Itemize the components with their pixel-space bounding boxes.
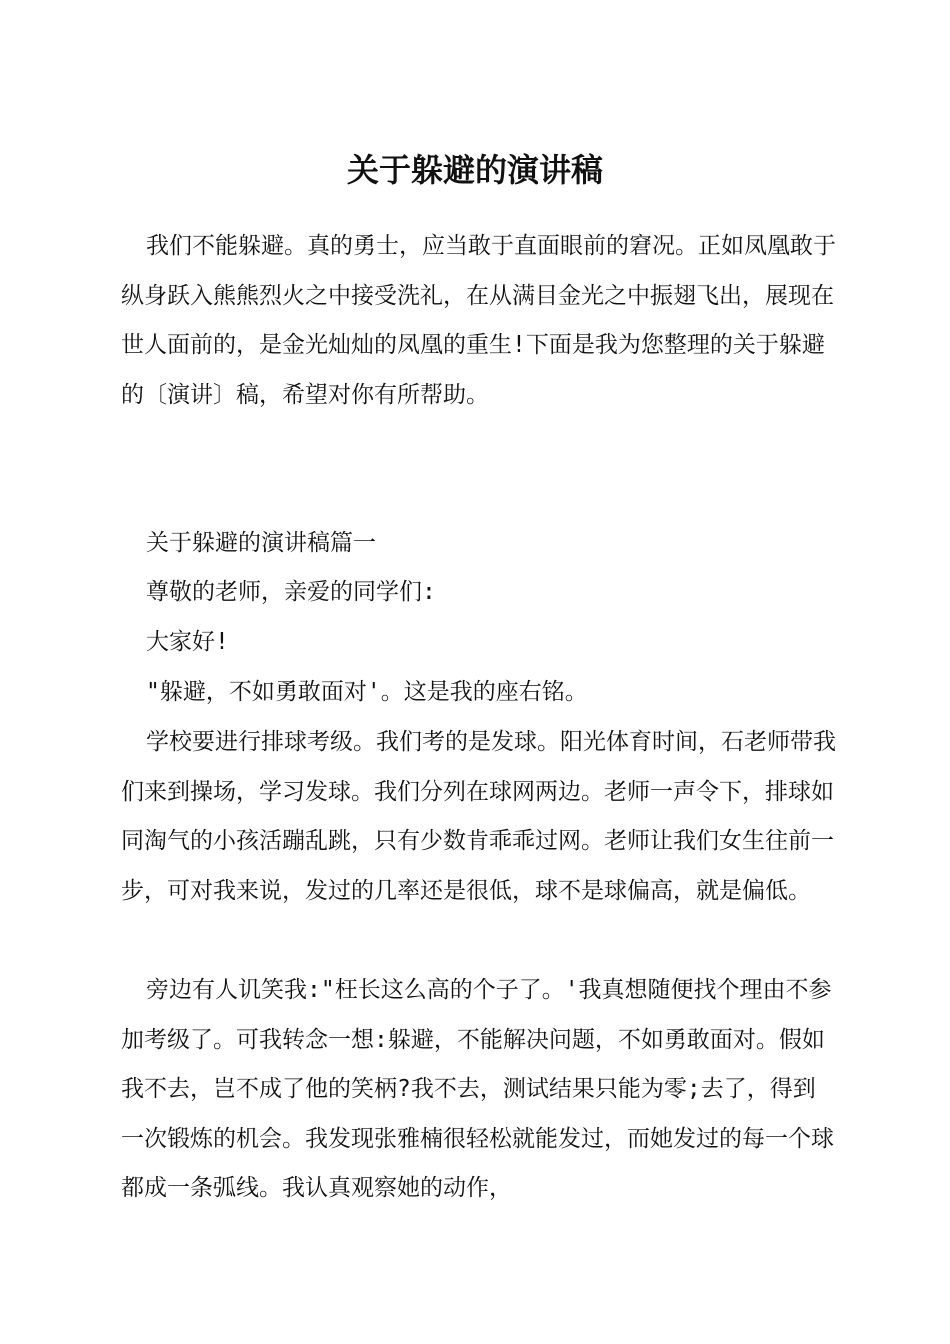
motto-line: "躲避，不如勇敢面对'。这是我的座右铭。 [146,679,588,705]
body-paragraph-1: 学校要进行排球考级。我们考的是发球。阳光体育时间，石老师带我们来到操场，学习发球。我们分列在球网两边。老师一声令下，排球如同淘气的小孩活蹦乱跳，只有少数肯乖乖过网。老师让我们女生往前一步，可对我来说，发过的几率还是很低，球不是球偏高，就是偏低。 [121,729,836,904]
intro-paragraph: 我们不能躲避。真的勇士，应当敢于直面眼前的窘况。正如凤凰敢于纵身跃入熊熊烈火之中接受洗礼，在从满目金光之中振翅飞出，展现在世人面前的，是金光灿灿的凤凰的重生!下面是我为您整理的关于躲避的〔演讲〕稿，希望对你有所帮助。 [121,233,836,408]
body-paragraph-2: 旁边有人讥笑我:"枉长这么高的个子了。'我真想随便找个理由不参加考级了。可我转念一想:躲避，不能解决问题，不如勇敢面对。假如我不去，岂不成了他的笑柄?我不去，测试结果只能为零;去了，得到一次锻炼的机会。我发现张雅楠很轻松就能发过，而她发过的每一个球都成一条弧线。我认真观察她的动作， [121,977,834,1201]
document-title: 关于躲避的演讲稿 [346,151,603,189]
greeting-line: 尊敬的老师，亲爱的同学们: [146,579,436,605]
hello-line: 大家好! [146,629,229,655]
section-heading: 关于躲避的演讲稿篇一 [146,530,376,556]
